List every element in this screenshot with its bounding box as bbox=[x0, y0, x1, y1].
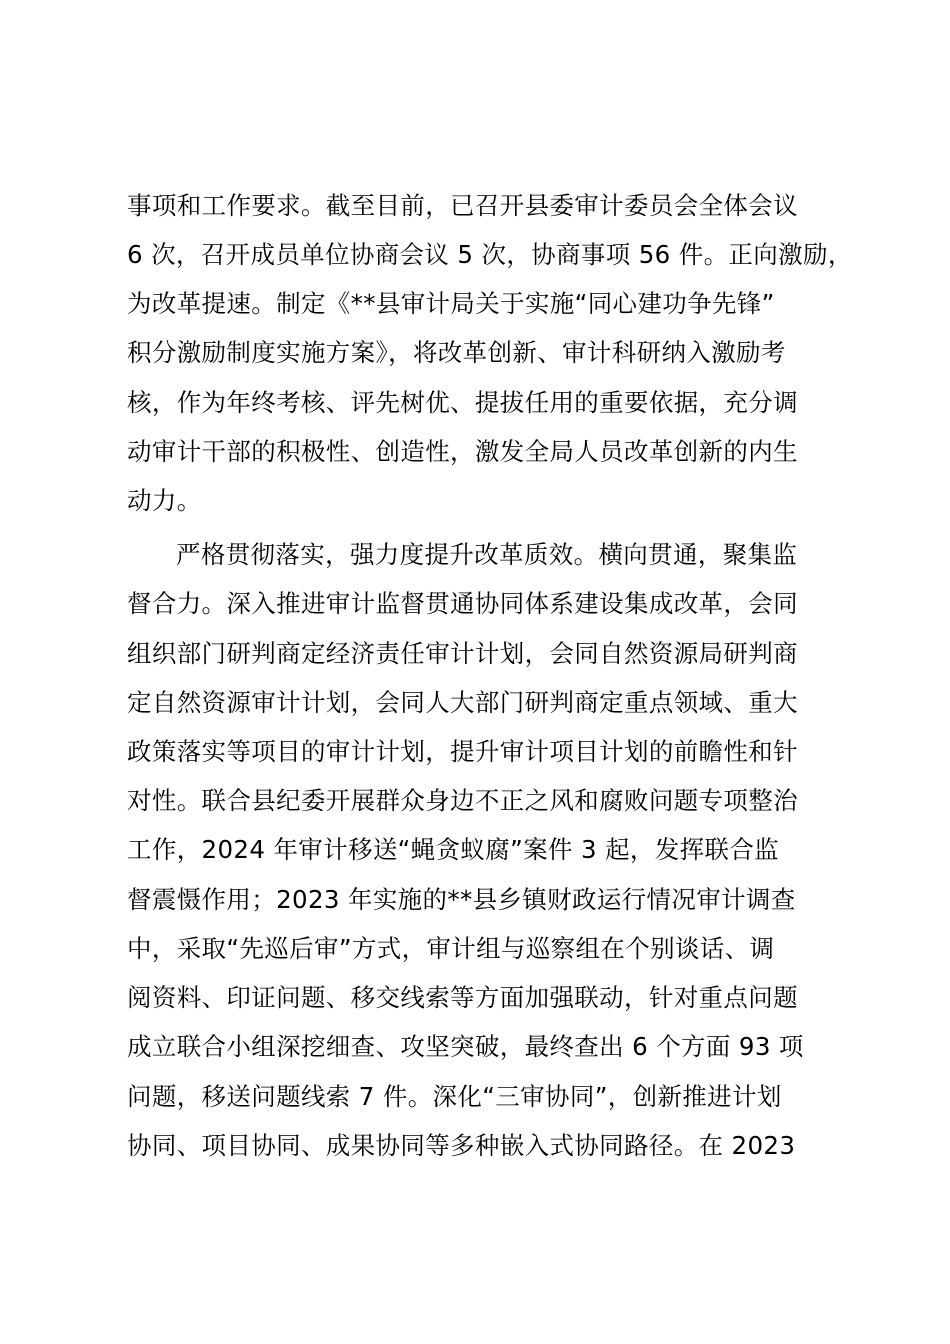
text-line: 问题，移送问题线索 7 件。深化“三审协同”，创新推进计划 bbox=[127, 1082, 782, 1111]
text-line: 督震慑作用；2023 年实施的**县乡镇财政运行情况审计调查 bbox=[127, 885, 796, 914]
text-line: 中，采取“先巡后审”方式，审计组与巡察组在个别谈话、调 bbox=[127, 934, 775, 963]
text-line: 成立联合小组深挖细查、攻坚突破，最终查出 6 个方面 93 项 bbox=[127, 1032, 804, 1061]
paragraph-first-line: 严格贯彻落实，强力度提升改革质效。横向贯通，聚集监 bbox=[176, 540, 798, 569]
text-line: 工作，2024 年审计移送“蝇贪蚁腐”案件 3 起，发挥联合监 bbox=[127, 835, 780, 864]
text-line: 动审计干部的积极性、创造性，激发全局人员改革创新的内生 bbox=[127, 437, 798, 466]
text-line: 政策落实等项目的审计计划，提升审计项目计划的前瞻性和针 bbox=[127, 737, 798, 766]
text-line: 组织部门研判商定经济责任审计计划，会同自然资源局研判商 bbox=[127, 639, 798, 668]
text-line: 积分激励制度实施方案》，将改革创新、审计科研纳入激励考 bbox=[127, 338, 786, 367]
text-line: 定自然资源审计计划，会同人大部门研判商定重点领域、重大 bbox=[127, 688, 798, 717]
text-line: 为改革提速。制定《**县审计局关于实施“同心建功争先锋” bbox=[127, 289, 775, 318]
text-line: 事项和工作要求。截至目前，已召开县委审计委员会全体会议 bbox=[127, 191, 798, 220]
text-line: 动力。 bbox=[127, 486, 202, 515]
text-line: 协同、项目协同、成果协同等多种嵌入式协同路径。在 2023 bbox=[127, 1131, 796, 1160]
text-line: 对性。联合县纪委开展群众身边不正之风和腐败问题专项整治 bbox=[127, 786, 798, 815]
text-line: 核，作为年终考核、评先树优、提拔任用的重要依据，充分调 bbox=[127, 388, 798, 417]
text-line: 6 次，召开成员单位协商会议 5 次，协商事项 56 件。正向激励， bbox=[127, 240, 853, 269]
text-line: 督合力。深入推进审计监督贯通协同体系建设集成改革，会同 bbox=[127, 589, 798, 618]
text-line: 阅资料、印证问题、移交线索等方面加强联动，针对重点问题 bbox=[127, 983, 798, 1012]
